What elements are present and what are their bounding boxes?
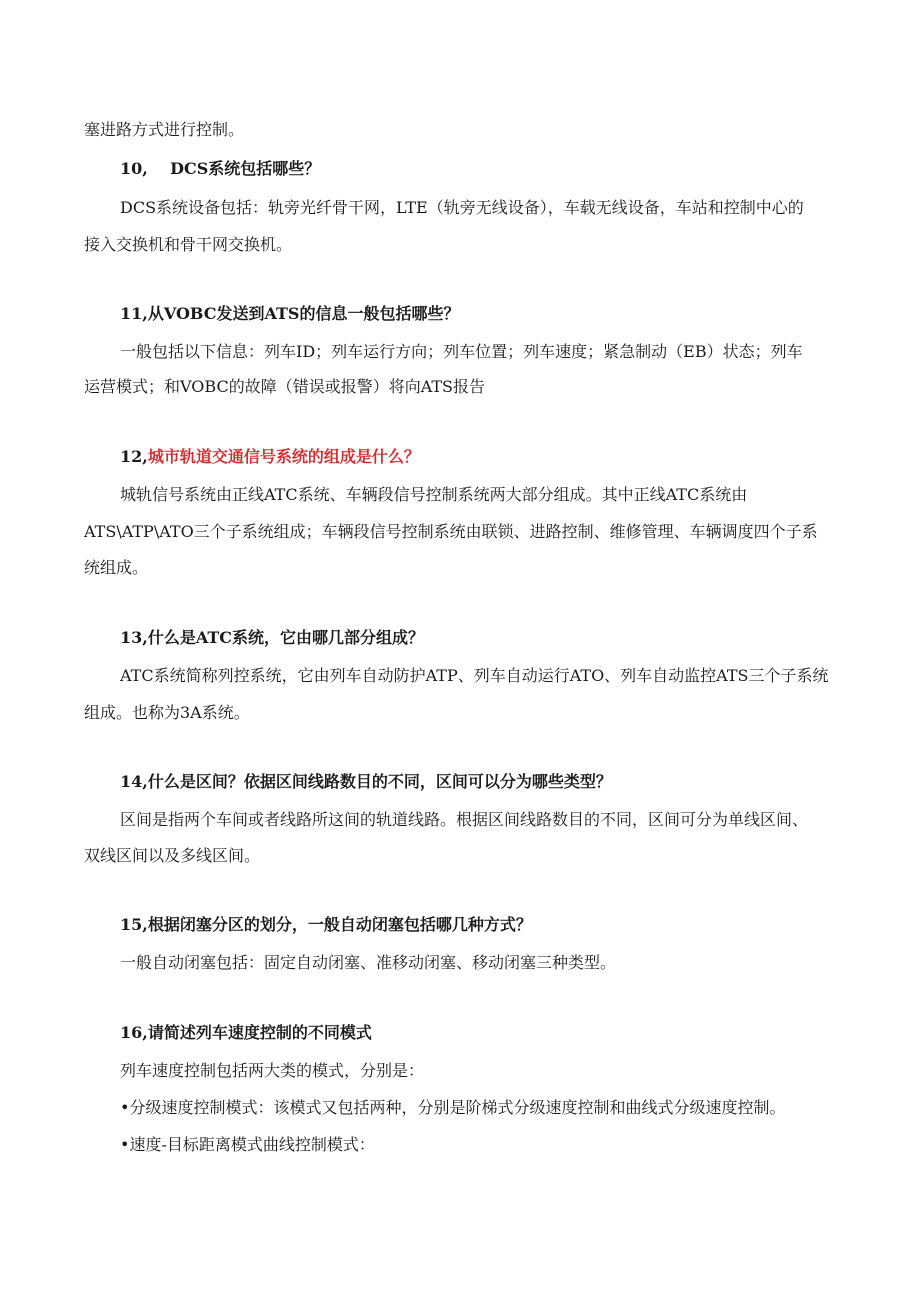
- question-11-title: 从VOBC发送到ATS的信息一般包括哪些？: [147, 304, 460, 323]
- question-13-title: 什么是ATC系统，它由哪几部分组成？: [147, 628, 425, 647]
- question-14-heading: [120, 770, 844, 794]
- question-12-title: 城市轨道交通信号系统的组成是什么？: [147, 447, 420, 466]
- answer-13-line-1: ATC系统简称列控系统，它由列车自动防护ATP、列车自动运行ATO、列车自动监控ATS三个子系统: [120, 666, 829, 685]
- answer-15-line-1: 一般自动闭塞包括：固定自动闭塞、准移动闭塞、移动闭塞三种类型。: [120, 953, 617, 972]
- answer-11-line-1: 一般包括以下信息：列车ID；列车运行方向；列车位置；列车速度；紧急制动（EB）状态；列车: [120, 342, 803, 361]
- answer-16-bullet-2: •速度-目标距离模式曲线控制模式：: [120, 1135, 375, 1154]
- answer-12-line-3: 统组成。: [84, 558, 149, 577]
- question-15-number: 15,: [120, 915, 148, 934]
- question-16-heading: [120, 1021, 844, 1045]
- question-11-heading: [120, 302, 844, 326]
- answer-16-line-1: 列车速度控制包括两大类的模式，分别是：: [120, 1061, 425, 1080]
- answer-14-line-2: 双线区间以及多线区间。: [84, 846, 261, 865]
- question-12-heading: [120, 445, 844, 469]
- question-12-number: 12,: [120, 447, 148, 466]
- question-10-title: DCS系统包括哪些？: [170, 159, 321, 178]
- answer-10-line-1: DCS系统设备包括：轨旁光纤骨干网，LTE（轨旁无线设备），车载无线设备，车站和控制中心的: [120, 198, 804, 217]
- question-11-number: 11,: [120, 304, 148, 323]
- answer-10-line-2: 接入交换机和骨干网交换机。: [84, 235, 293, 254]
- question-13-number: 13,: [120, 628, 148, 647]
- question-16-number: 16,: [120, 1023, 148, 1042]
- question-16-title: 请简述列车速度控制的不同模式: [147, 1023, 372, 1042]
- question-10-heading: [120, 157, 844, 181]
- answer-13-line-2: 组成。也称为3A系统。: [84, 703, 250, 722]
- answer-12-line-1: 城轨信号系统由正线ATC系统、车辆段信号控制系统两大部分组成。其中正线ATC系统由: [120, 485, 748, 504]
- question-10-number: 10,: [120, 159, 148, 178]
- answer-12-line-2: ATS\ATP\ATO三个子系统组成；车辆段信号控制系统由联锁、进路控制、维修管理、车辆调度四个子系: [84, 522, 818, 541]
- question-14-number: 14,: [120, 772, 148, 791]
- question-13-heading: [120, 626, 844, 650]
- answer-11-line-2: 运营模式；和VOBC的故障（错误或报警）将向ATS报告: [84, 377, 486, 396]
- question-15-title: 根据闭塞分区的划分，一般自动闭塞包括哪几种方式？: [147, 915, 532, 934]
- intro-tail-text: 塞进路方式进行控制。: [84, 120, 245, 139]
- answer-16-bullet-1: •分级速度控制模式：该模式又包括两种，分别是阶梯式分级速度控制和曲线式分级速度控制。: [120, 1098, 786, 1117]
- question-14-title: 什么是区间？依据区间线路数目的不同，区间可以分为哪些类型？: [147, 772, 612, 791]
- answer-14-line-1: 区间是指两个车间或者线路所这间的轨道线路。根据区间线路数目的不同，区间可分为单线区间、: [120, 810, 809, 829]
- question-15-heading: [120, 913, 844, 937]
